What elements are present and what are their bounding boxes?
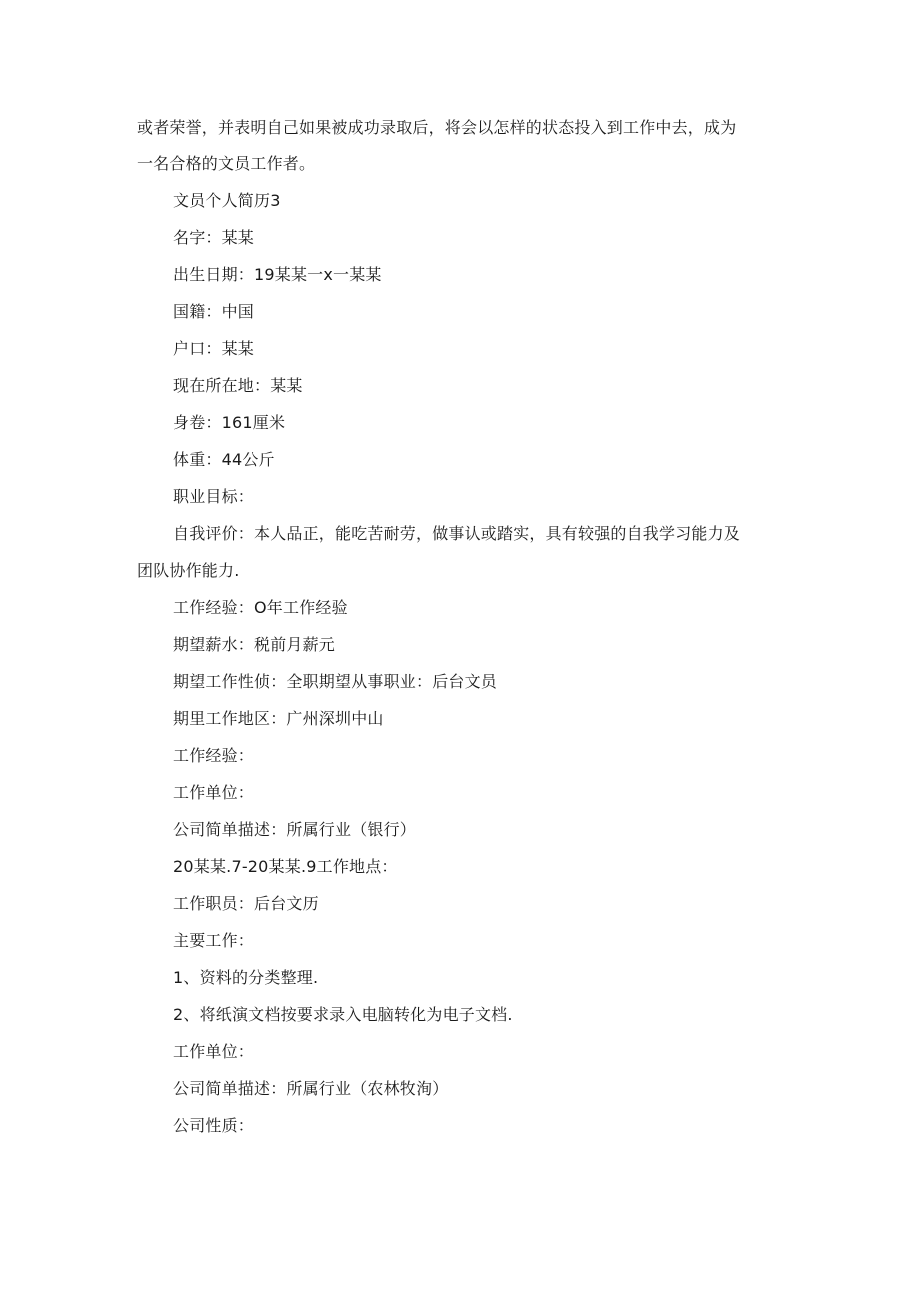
field-company-description-1: 公司简单描述：所属行业（银行） xyxy=(173,820,417,839)
main-duties-heading: 主要工作： xyxy=(173,931,255,950)
field-career-goal: 职业目标： xyxy=(173,487,255,506)
field-period-location: 20某某.7-20某某.9工作地点： xyxy=(173,857,398,876)
section-heading: 文员个人简历3 xyxy=(173,191,281,210)
work-experience-heading: 工作经验： xyxy=(173,746,255,765)
field-work-experience-years: 工作经验：O年工作经验 xyxy=(173,598,348,617)
field-name: 名字：某某 xyxy=(173,228,255,247)
field-employer-1: 工作单位： xyxy=(173,783,255,802)
field-position: 工作职员：后台文历 xyxy=(173,894,319,913)
self-evaluation-line-2: 团队协作能力. xyxy=(137,561,240,580)
field-weight: 体重：44公斤 xyxy=(173,450,275,469)
field-birth-date: 出生日期：19某某一x一某某 xyxy=(173,265,382,284)
paragraph-continuation-line-1: 或者荣誉，并表明自己如果被成功录取后，将会以怎样的状态投入到工作中去，成为 xyxy=(137,118,737,137)
paragraph-continuation-line-2: 一名合格的文员工作者。 xyxy=(137,154,316,173)
self-evaluation-line-1: 自我评价：本人品正，能吃苦耐劳，做事认或踏实，具有较强的自我学习能力及 xyxy=(173,524,741,543)
duty-item-1: 1、资料的分类整理. xyxy=(173,968,319,987)
duty-item-2: 2、将纸演文档按要求录入电脑转化为电子文档. xyxy=(173,1005,513,1024)
field-expected-work-area: 期里工作地区：广州深圳中山 xyxy=(173,709,384,728)
field-expected-job-type: 期望工作性侦：全职期望从事职业：后台文员 xyxy=(173,672,498,691)
field-current-location: 现在所在地：某某 xyxy=(173,376,303,395)
field-height: 身卷：161厘米 xyxy=(173,413,286,432)
field-employer-2: 工作单位： xyxy=(173,1042,255,1061)
field-company-description-2: 公司简单描述：所属行业（农林牧洵） xyxy=(173,1079,449,1098)
field-nationality: 国籍：中国 xyxy=(173,302,255,321)
field-expected-salary: 期望薪水：税前月薪元 xyxy=(173,635,336,654)
field-company-nature: 公司性质： xyxy=(173,1116,255,1135)
field-household: 户口：某某 xyxy=(173,339,255,358)
